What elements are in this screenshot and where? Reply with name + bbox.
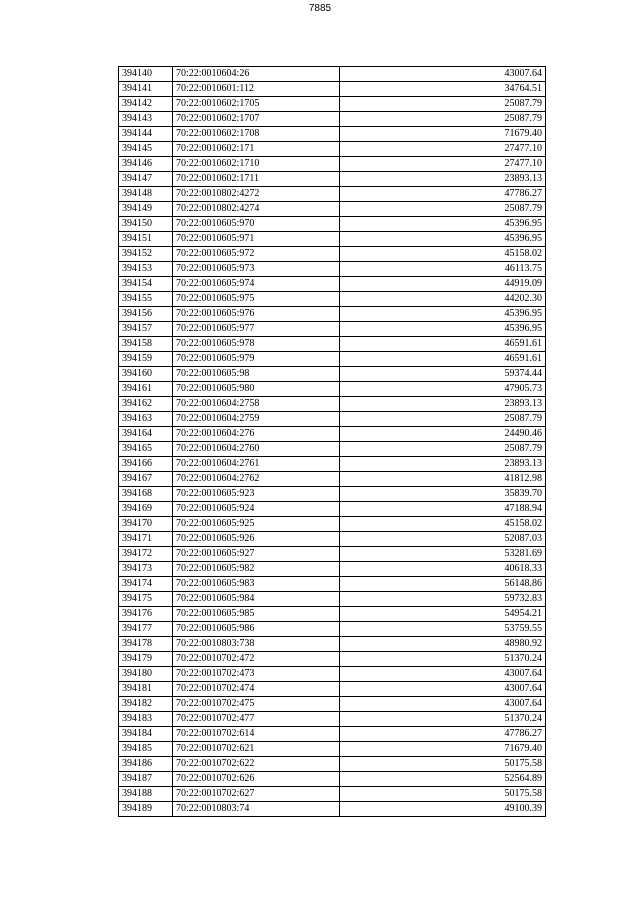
cadastral-number-cell: 70:22:0010702:472 — [173, 652, 340, 667]
cadastral-value-cell: 40618.33 — [340, 562, 546, 577]
row-number-cell: 394186 — [119, 757, 173, 772]
page-number: 7885 — [308, 3, 332, 14]
cadastral-value-cell: 35839.70 — [340, 487, 546, 502]
table-row — [119, 217, 546, 232]
row-number-cell: 394144 — [119, 127, 173, 142]
row-number-cell: 394154 — [119, 277, 173, 292]
row-number-cell: 394148 — [119, 187, 173, 202]
row-number-cell: 394173 — [119, 562, 173, 577]
row-number-cell: 394175 — [119, 592, 173, 607]
table-row — [119, 532, 546, 547]
cadastral-number-cell: 70:22:0010702:473 — [173, 667, 340, 682]
table-row — [119, 652, 546, 667]
cadastral-number-cell: 70:22:0010605:924 — [173, 502, 340, 517]
cadastral-value-cell: 41812.98 — [340, 472, 546, 487]
table-row — [119, 277, 546, 292]
row-number-cell: 394177 — [119, 622, 173, 637]
cadastral-value-cell: 51370.24 — [340, 652, 546, 667]
cadastral-number-cell: 70:22:0010605:977 — [173, 322, 340, 337]
row-number-cell: 394176 — [119, 607, 173, 622]
cadastral-number-cell: 70:22:0010605:925 — [173, 517, 340, 532]
cadastral-number-cell: 70:22:0010605:972 — [173, 247, 340, 262]
cadastral-value-cell: 44202.30 — [340, 292, 546, 307]
cadastral-number-cell: 70:22:0010702:475 — [173, 697, 340, 712]
cadastral-number-cell: 70:22:0010602:1710 — [173, 157, 340, 172]
table-row — [119, 442, 546, 457]
cadastral-value-cell: 50175.58 — [340, 757, 546, 772]
cadastral-value-cell: 54954.21 — [340, 607, 546, 622]
cadastral-value-cell: 25087.79 — [340, 112, 546, 127]
table-row — [119, 322, 546, 337]
table-row — [119, 412, 546, 427]
cadastral-value-cell: 43007.64 — [340, 697, 546, 712]
table-row — [119, 622, 546, 637]
cadastral-number-cell: 70:22:0010604:2758 — [173, 397, 340, 412]
cadastral-value-cell: 27477.10 — [340, 157, 546, 172]
table-row — [119, 82, 546, 97]
table-row — [119, 187, 546, 202]
cadastral-value-cell: 47786.27 — [340, 727, 546, 742]
row-number-cell: 394188 — [119, 787, 173, 802]
cadastral-number-cell: 70:22:0010604:2759 — [173, 412, 340, 427]
table-row — [119, 487, 546, 502]
row-number-cell: 394163 — [119, 412, 173, 427]
cadastral-number-cell: 70:22:0010702:477 — [173, 712, 340, 727]
cadastral-value-cell: 23893.13 — [340, 457, 546, 472]
cadastral-number-cell: 70:22:0010605:986 — [173, 622, 340, 637]
cadastral-value-cell: 47905.73 — [340, 382, 546, 397]
cadastral-value-cell: 23893.13 — [340, 172, 546, 187]
row-number-cell: 394172 — [119, 547, 173, 562]
row-number-cell: 394155 — [119, 292, 173, 307]
cadastral-number-cell: 70:22:0010602:171 — [173, 142, 340, 157]
table-row — [119, 292, 546, 307]
cadastral-number-cell: 70:22:0010802:4272 — [173, 187, 340, 202]
cadastral-value-cell: 46591.61 — [340, 337, 546, 352]
row-number-cell: 394181 — [119, 682, 173, 697]
row-number-cell: 394153 — [119, 262, 173, 277]
cadastral-number-cell: 70:22:0010605:984 — [173, 592, 340, 607]
table-row — [119, 787, 546, 802]
table-row — [119, 607, 546, 622]
row-number-cell: 394152 — [119, 247, 173, 262]
table-row — [119, 172, 546, 187]
row-number-cell: 394140 — [119, 67, 173, 82]
row-number-cell: 394157 — [119, 322, 173, 337]
table-row — [119, 457, 546, 472]
table-row — [119, 802, 546, 817]
row-number-cell: 394168 — [119, 487, 173, 502]
table-row — [119, 97, 546, 112]
cadastral-value-cell: 71679.40 — [340, 127, 546, 142]
table-body — [119, 67, 546, 817]
cadastral-value-cell: 43007.64 — [340, 682, 546, 697]
cadastral-number-cell: 70:22:0010702:474 — [173, 682, 340, 697]
row-number-cell: 394165 — [119, 442, 173, 457]
table-row — [119, 157, 546, 172]
row-number-cell: 394151 — [119, 232, 173, 247]
row-number-cell: 394143 — [119, 112, 173, 127]
table-row — [119, 667, 546, 682]
row-number-cell: 394142 — [119, 97, 173, 112]
cadastral-value-cell: 47786.27 — [340, 187, 546, 202]
table-row — [119, 352, 546, 367]
table-row — [119, 67, 546, 82]
table-row — [119, 577, 546, 592]
cadastral-number-cell: 70:22:0010602:1707 — [173, 112, 340, 127]
row-number-cell: 394189 — [119, 802, 173, 817]
table-row — [119, 517, 546, 532]
cadastral-value-cell: 47188.94 — [340, 502, 546, 517]
row-number-cell: 394146 — [119, 157, 173, 172]
row-number-cell: 394184 — [119, 727, 173, 742]
row-number-cell: 394169 — [119, 502, 173, 517]
table-row — [119, 262, 546, 277]
cadastral-value-cell: 53759.55 — [340, 622, 546, 637]
table-row — [119, 127, 546, 142]
cadastral-value-cell: 59374.44 — [340, 367, 546, 382]
table-row — [119, 202, 546, 217]
cadastral-value-cell: 71679.40 — [340, 742, 546, 757]
row-number-cell: 394180 — [119, 667, 173, 682]
table-row — [119, 727, 546, 742]
cadastral-number-cell: 70:22:0010605:979 — [173, 352, 340, 367]
cadastral-number-cell: 70:22:0010602:1711 — [173, 172, 340, 187]
cadastral-number-cell: 70:22:0010604:276 — [173, 427, 340, 442]
row-number-cell: 394149 — [119, 202, 173, 217]
table-row — [119, 682, 546, 697]
row-number-cell: 394164 — [119, 427, 173, 442]
table-row — [119, 712, 546, 727]
row-number-cell: 394170 — [119, 517, 173, 532]
table-row — [119, 697, 546, 712]
cadastral-value-cell: 34764.51 — [340, 82, 546, 97]
cadastral-value-cell: 45396.95 — [340, 217, 546, 232]
table-row — [119, 397, 546, 412]
cadastral-value-cell: 45158.02 — [340, 517, 546, 532]
row-number-cell: 394162 — [119, 397, 173, 412]
cadastral-number-cell: 70:22:0010802:4274 — [173, 202, 340, 217]
cadastral-number-cell: 70:22:0010604:2761 — [173, 457, 340, 472]
cadastral-number-cell: 70:22:0010702:627 — [173, 787, 340, 802]
cadastral-value-cell: 45396.95 — [340, 232, 546, 247]
row-number-cell: 394183 — [119, 712, 173, 727]
row-number-cell: 394160 — [119, 367, 173, 382]
table-row — [119, 232, 546, 247]
table-row — [119, 307, 546, 322]
cadastral-number-cell: 70:22:0010604:2760 — [173, 442, 340, 457]
row-number-cell: 394159 — [119, 352, 173, 367]
cadastral-number-cell: 70:22:0010702:626 — [173, 772, 340, 787]
table-row — [119, 367, 546, 382]
cadastral-number-cell: 70:22:0010605:985 — [173, 607, 340, 622]
row-number-cell: 394147 — [119, 172, 173, 187]
cadastral-number-cell: 70:22:0010702:622 — [173, 757, 340, 772]
cadastral-number-cell: 70:22:0010803:738 — [173, 637, 340, 652]
cadastral-number-cell: 70:22:0010602:1705 — [173, 97, 340, 112]
table-row — [119, 142, 546, 157]
cadastral-number-cell: 70:22:0010605:976 — [173, 307, 340, 322]
cadastral-value-cell: 45396.95 — [340, 322, 546, 337]
cadastral-number-cell: 70:22:0010605:983 — [173, 577, 340, 592]
cadastral-value-cell: 44919.09 — [340, 277, 546, 292]
cadastral-value-cell: 49100.39 — [340, 802, 546, 817]
row-number-cell: 394158 — [119, 337, 173, 352]
cadastral-value-cell: 59732.83 — [340, 592, 546, 607]
row-number-cell: 394187 — [119, 772, 173, 787]
cadastral-value-table — [118, 66, 546, 817]
cadastral-number-cell: 70:22:0010605:926 — [173, 532, 340, 547]
cadastral-number-cell: 70:22:0010605:927 — [173, 547, 340, 562]
cadastral-value-cell: 53281.69 — [340, 547, 546, 562]
cadastral-number-cell: 70:22:0010601:112 — [173, 82, 340, 97]
table-row — [119, 547, 546, 562]
cadastral-number-cell: 70:22:0010605:973 — [173, 262, 340, 277]
row-number-cell: 394185 — [119, 742, 173, 757]
row-number-cell: 394156 — [119, 307, 173, 322]
cadastral-number-cell: 70:22:0010605:98 — [173, 367, 340, 382]
cadastral-value-cell: 56148.86 — [340, 577, 546, 592]
cadastral-number-cell: 70:22:0010605:982 — [173, 562, 340, 577]
cadastral-value-cell: 25087.79 — [340, 202, 546, 217]
cadastral-number-cell: 70:22:0010702:621 — [173, 742, 340, 757]
table-row — [119, 112, 546, 127]
cadastral-number-cell: 70:22:0010702:614 — [173, 727, 340, 742]
cadastral-value-cell: 25087.79 — [340, 412, 546, 427]
table-row — [119, 337, 546, 352]
table-row — [119, 592, 546, 607]
cadastral-value-cell: 48980.92 — [340, 637, 546, 652]
cadastral-value-cell: 51370.24 — [340, 712, 546, 727]
cadastral-value-cell: 24490.46 — [340, 427, 546, 442]
row-number-cell: 394145 — [119, 142, 173, 157]
cadastral-number-cell: 70:22:0010605:974 — [173, 277, 340, 292]
cadastral-value-cell: 23893.13 — [340, 397, 546, 412]
cadastral-value-cell: 46113.75 — [340, 262, 546, 277]
row-number-cell: 394150 — [119, 217, 173, 232]
row-number-cell: 394178 — [119, 637, 173, 652]
table-row — [119, 637, 546, 652]
table-row — [119, 562, 546, 577]
row-number-cell: 394167 — [119, 472, 173, 487]
cadastral-number-cell: 70:22:0010604:26 — [173, 67, 340, 82]
table-row — [119, 247, 546, 262]
cadastral-value-cell: 52087.03 — [340, 532, 546, 547]
cadastral-value-cell: 25087.79 — [340, 442, 546, 457]
cadastral-number-cell: 70:22:0010605:923 — [173, 487, 340, 502]
cadastral-number-cell: 70:22:0010605:971 — [173, 232, 340, 247]
row-number-cell: 394161 — [119, 382, 173, 397]
row-number-cell: 394166 — [119, 457, 173, 472]
cadastral-value-cell: 46591.61 — [340, 352, 546, 367]
cadastral-value-cell: 25087.79 — [340, 97, 546, 112]
cadastral-value-cell: 45396.95 — [340, 307, 546, 322]
cadastral-value-cell: 43007.64 — [340, 67, 546, 82]
table-row — [119, 757, 546, 772]
row-number-cell: 394171 — [119, 532, 173, 547]
cadastral-number-cell: 70:22:0010605:978 — [173, 337, 340, 352]
table-row — [119, 382, 546, 397]
cadastral-value-cell: 27477.10 — [340, 142, 546, 157]
cadastral-number-cell: 70:22:0010605:970 — [173, 217, 340, 232]
table-row — [119, 772, 546, 787]
cadastral-value-cell: 52564.89 — [340, 772, 546, 787]
table-row — [119, 472, 546, 487]
row-number-cell: 394141 — [119, 82, 173, 97]
cadastral-value-cell: 43007.64 — [340, 667, 546, 682]
cadastral-value-cell: 50175.58 — [340, 787, 546, 802]
row-number-cell: 394179 — [119, 652, 173, 667]
row-number-cell: 394174 — [119, 577, 173, 592]
table-row — [119, 742, 546, 757]
cadastral-value-cell: 45158.02 — [340, 247, 546, 262]
table-row — [119, 427, 546, 442]
cadastral-number-cell: 70:22:0010602:1708 — [173, 127, 340, 142]
cadastral-number-cell: 70:22:0010604:2762 — [173, 472, 340, 487]
cadastral-number-cell: 70:22:0010803:74 — [173, 802, 340, 817]
table-row — [119, 502, 546, 517]
cadastral-number-cell: 70:22:0010605:975 — [173, 292, 340, 307]
row-number-cell: 394182 — [119, 697, 173, 712]
cadastral-number-cell: 70:22:0010605:980 — [173, 382, 340, 397]
